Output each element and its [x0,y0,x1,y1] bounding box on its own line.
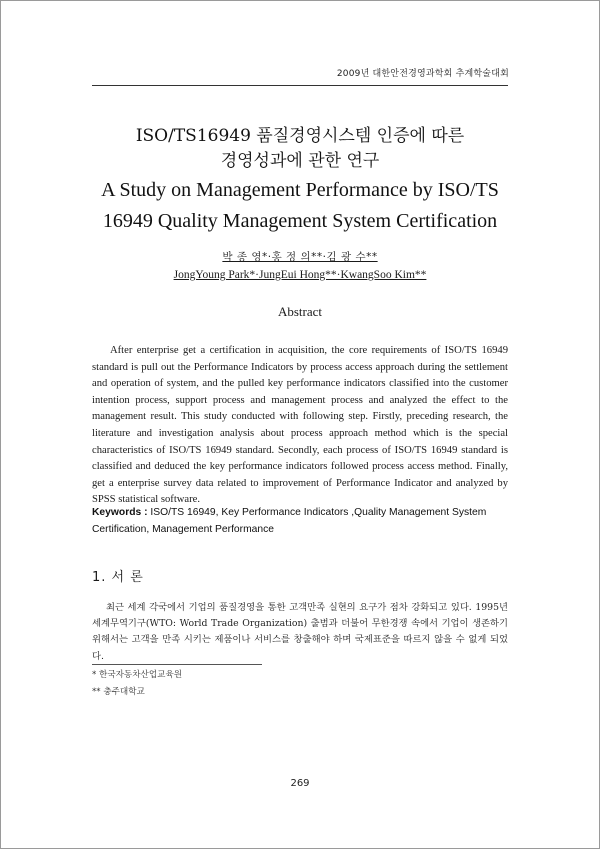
keywords-label: Keywords : [92,507,151,518]
authors-english: JongYoung Park*·JungEui Hong**·KwangSoo Kim** [173,269,427,281]
title-english-line-1: A Study on Management Performance by ISO/TS [101,179,499,201]
authors-korean: 박 종 영*·홍 정 의**·김 광 수** [222,251,378,263]
abstract-body [92,343,508,509]
keywords [92,505,508,538]
introduction-text: 최근 세계 각국에서 기업의 품질경영을 통한 고객만족 실현의 요구가 점차 강화되고 있다. 1995년 세계무역기구(WTO: World Trade Organization) 출범과 더불어 무한경쟁 속에서 기업이 생존하기 위해서는 고객을 만족 시키는 제품이나 서비스를 창출해야 하며 국제표준을 따르지 않을 수 없게 되었다. [92,602,508,662]
keywords-text: ISO/TS 16949, Key Performance Indicators ,Quality Management System Certification, Management Performance [92,507,487,535]
footnotes [92,667,182,701]
conference-header: 2009년 대한안전경영과학회 추계학술대회 [336,69,509,79]
title-korean-line-1: ISO/TS16949 품질경영시스템 인증에 따른 [135,126,465,146]
author-list [60,248,540,284]
title-korean-line-2: 경영성과에 관한 연구 [220,151,380,171]
introduction-body [92,600,508,665]
footnote-affiliation-2: ** 충주대학교 [92,687,145,697]
page-number: 269 [290,778,310,789]
footnote-divider [92,664,262,665]
header-divider [92,85,508,86]
footnote-affiliation-1: * 한국자동차산업교육원 [92,670,183,680]
section-heading-introduction: 1. 서 론 [92,570,144,585]
title-english-line-2: 16949 Quality Management System Certification [102,210,498,232]
abstract-heading: Abstract [277,304,323,319]
abstract-text: After enterprise get a certification in acquisition, the core requirements of ISO/TS 16949 standard is pull out the Performance Indicators by process access approach during the settlement and operation of system, and the pulled key performance indicators classified into the customer intention process, support process and management process and analyzed the effect to the management result. This study conducted with following step. Firstly, preceding research, the literature and investigation analysis about process approach method which is the special characteristics of ISO/TS 16949 standard. Secondly, each process of ISO/TS 16949 standard is classified and deduced the key performance indicators followed process access method. Finally, get a enterprise survey data related to improvement of Performance Indicator and analyzed by SPSS statistical software. [92,345,508,506]
paper-title [60,124,540,236]
